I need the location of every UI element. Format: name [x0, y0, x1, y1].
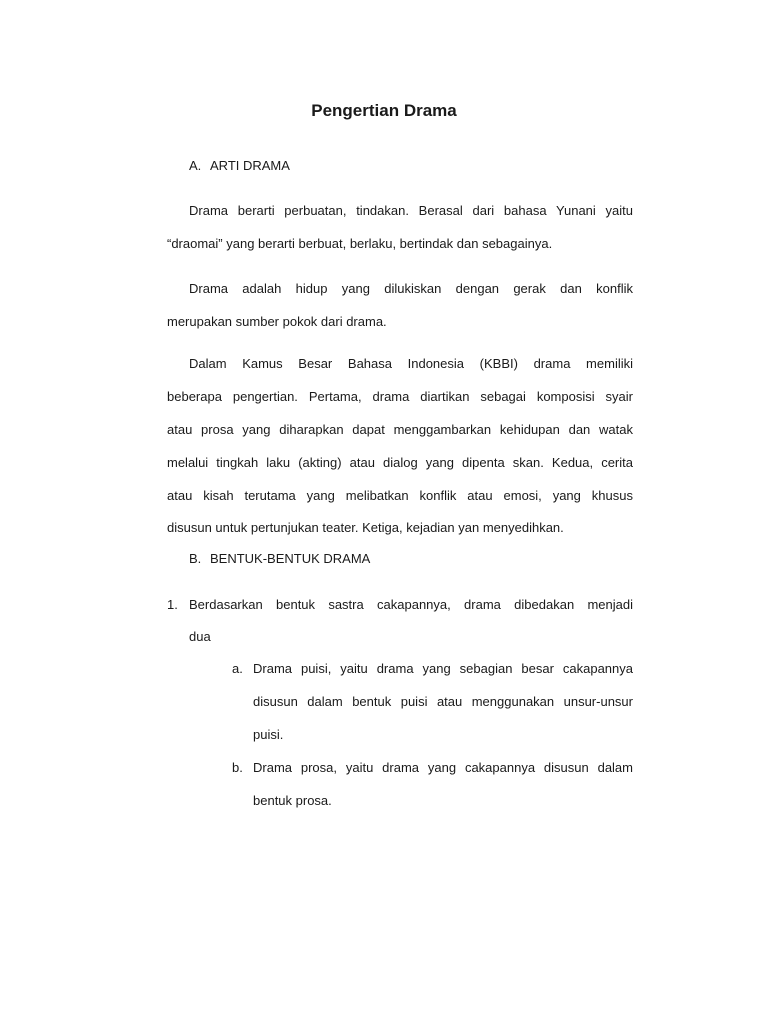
sub-item-line: Drama prosa, yaitu drama yang cakapannya disusun dalam [253, 760, 633, 775]
sub-item-line: puisi. [253, 727, 284, 742]
section-a-marker: A. [189, 158, 202, 173]
section-b-marker: B. [189, 551, 202, 566]
section-a-title: ARTI DRAMA [210, 158, 290, 173]
paragraph-line: Dalam Kamus Besar Bahasa Indonesia (KBBI) drama memiliki [189, 356, 633, 371]
paragraph-line: “draomai” yang berarti berbuat, berlaku, bertindak dan sebagainya. [167, 236, 553, 251]
paragraph-line: Drama berarti perbuatan, tindakan. Berasal dari bahasa Yunani yaitu [189, 203, 633, 218]
paragraph-line: atau kisah terutama yang melibatkan konflik atau emosi, yang khusus [167, 488, 633, 503]
sub-item-marker: a. [232, 661, 243, 676]
section-b-heading [189, 550, 370, 568]
sub-item-line: Drama puisi, yaitu drama yang sebagian besar cakapannya [253, 661, 633, 676]
paragraph-line: melalui tingkah laku (akting) atau dialog yang dipenta skan. Kedua, cerita [167, 455, 633, 470]
sub-item-marker: b. [232, 760, 243, 775]
paragraph-line: atau prosa yang diharapkan dapat menggambarkan kehidupan dan watak [167, 422, 633, 437]
section-a-heading [189, 157, 290, 175]
paragraph-line: merupakan sumber pokok dari drama. [167, 314, 387, 329]
section-b-title: BENTUK-BENTUK DRAMA [210, 551, 371, 566]
sub-item-line: bentuk prosa. [253, 793, 332, 808]
paragraph-line: disusun untuk pertunjukan teater. Ketiga, kejadian yan menyedihkan. [167, 520, 564, 535]
paragraph-line: beberapa pengertian. Pertama, drama diartikan sebagai komposisi syair [167, 389, 633, 404]
sub-item-line: disusun dalam bentuk puisi atau menggunakan unsur-unsur [253, 694, 633, 709]
list-item-line: Berdasarkan bentuk sastra cakapannya, drama dibedakan menjadi [189, 597, 633, 612]
page-title: Pengertian Drama [311, 101, 457, 120]
list-item-marker: 1. [167, 597, 178, 612]
paragraph-line: Drama adalah hidup yang dilukiskan dengan gerak dan konflik [189, 281, 633, 296]
list-item-line: dua [189, 629, 211, 644]
